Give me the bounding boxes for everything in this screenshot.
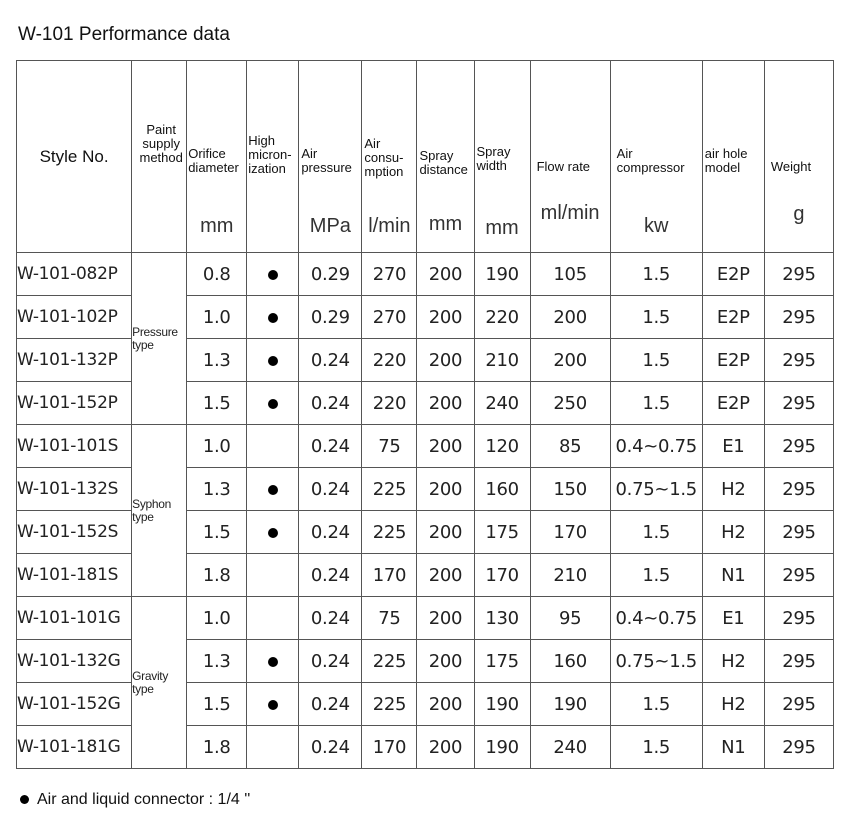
header-line: pressure [301,160,352,175]
cell-pressure: 0.24 [299,640,362,683]
cell-weight: 295 [764,468,833,511]
cell-width: 175 [474,640,530,683]
cell-high-micronization [247,511,299,554]
header-line: Orifice [188,146,226,161]
cell-weight: 295 [764,382,833,425]
cell-high-micronization [247,640,299,683]
cell-airhole: E2P [702,296,764,339]
cell-flow: 95 [530,597,610,640]
cell-pressure: 0.24 [299,597,362,640]
cell-compressor: 1.5 [610,683,702,726]
header-line: supply [142,136,180,151]
cell-compressor: 0.75~1.5 [610,640,702,683]
header-line: Spray [476,144,511,159]
cell-flow: 250 [530,382,610,425]
cell-width: 190 [474,683,530,726]
header-line: consu- [364,150,404,165]
cell-consumption: 170 [362,726,417,769]
cell-airhole: H2 [702,640,764,683]
header-air-consumption [362,61,417,253]
cell-width: 160 [474,468,530,511]
cell-orifice: 1.0 [187,425,247,468]
cell-consumption: 220 [362,339,417,382]
cell-style-no: W-101-181G [17,726,132,769]
cell-consumption: 225 [362,511,417,554]
cell-distance: 200 [417,726,474,769]
cell-paint-supply-method [132,425,187,597]
cell-width: 170 [474,554,530,597]
cell-width: 190 [474,726,530,769]
header-line: ization [248,161,286,176]
cell-high-micronization [247,597,299,640]
header-line: width [476,158,507,173]
cell-flow: 150 [530,468,610,511]
cell-orifice: 1.8 [187,554,247,597]
cell-compressor: 0.4~0.75 [610,597,702,640]
cell-consumption: 270 [362,253,417,296]
cell-style-no: W-101-132G [17,640,132,683]
cell-airhole: H2 [702,468,764,511]
cell-compressor: 1.5 [610,511,702,554]
cell-pressure: 0.24 [299,554,362,597]
cell-width: 130 [474,597,530,640]
cell-orifice: 1.5 [187,382,247,425]
bullet-icon [268,313,278,323]
header-line: Spray [419,148,454,163]
header-high-micronization [247,61,299,253]
cell-pressure: 0.24 [299,425,362,468]
cell-weight: 295 [764,296,833,339]
cell-distance: 200 [417,640,474,683]
cell-flow: 105 [530,253,610,296]
cell-pressure: 0.29 [299,296,362,339]
header-line: mption [364,164,404,179]
cell-airhole: E1 [702,425,764,468]
cell-style-no: W-101-132P [17,339,132,382]
cell-orifice: 1.0 [187,597,247,640]
method-line: type [132,337,154,352]
cell-style-no: W-101-082P [17,253,132,296]
header-line: Paint [146,122,176,137]
cell-flow: 200 [530,339,610,382]
cell-airhole: E2P [702,382,764,425]
header-line: method [139,150,183,165]
cell-consumption: 225 [362,640,417,683]
cell-flow: 85 [530,425,610,468]
cell-distance: 200 [417,382,474,425]
header-line: Air [616,146,633,161]
cell-style-no: W-101-152G [17,683,132,726]
page-title: W-101 Performance data [18,24,230,45]
cell-style-no: W-101-102P [17,296,132,339]
header-line: air hole [704,146,748,161]
cell-flow: 190 [530,683,610,726]
cell-consumption: 75 [362,597,417,640]
table-row [17,425,834,468]
cell-orifice: 1.8 [187,726,247,769]
performance-table [16,60,834,769]
cell-distance: 200 [417,597,474,640]
cell-width: 120 [474,425,530,468]
cell-high-micronization [247,382,299,425]
cell-distance: 200 [417,253,474,296]
method-line: type [132,509,154,524]
cell-pressure: 0.24 [299,382,362,425]
cell-width: 190 [474,253,530,296]
cell-orifice: 0.8 [187,253,247,296]
cell-compressor: 1.5 [610,382,702,425]
cell-width: 175 [474,511,530,554]
cell-airhole: N1 [702,726,764,769]
cell-compressor: 1.5 [610,554,702,597]
table-row [17,253,834,296]
cell-weight: 295 [764,425,833,468]
header-spray-width [474,61,530,253]
cell-distance: 200 [417,339,474,382]
cell-pressure: 0.24 [299,511,362,554]
cell-width: 240 [474,382,530,425]
bullet-icon [268,270,278,280]
cell-pressure: 0.24 [299,683,362,726]
header-line: micron- [248,147,292,162]
cell-weight: 295 [764,683,833,726]
cell-distance: 200 [417,683,474,726]
cell-airhole: E2P [702,253,764,296]
header-line: diameter [188,160,239,175]
header-line: Air [364,136,381,151]
header-line: Air [301,146,318,161]
cell-consumption: 270 [362,296,417,339]
cell-distance: 200 [417,425,474,468]
header-weight [764,61,833,253]
cell-distance: 200 [417,296,474,339]
cell-compressor: 1.5 [610,339,702,382]
footnote-text: Air and liquid connector : 1/4 '' [37,791,251,808]
footnote [20,791,250,809]
cell-paint-supply-method [132,597,187,769]
cell-orifice: 1.5 [187,683,247,726]
cell-consumption: 220 [362,382,417,425]
cell-compressor: 0.75~1.5 [610,468,702,511]
cell-distance: 200 [417,468,474,511]
cell-style-no: W-101-152P [17,382,132,425]
cell-orifice: 1.3 [187,339,247,382]
cell-high-micronization [247,554,299,597]
table-row [17,597,834,640]
cell-pressure: 0.29 [299,253,362,296]
cell-weight: 295 [764,339,833,382]
cell-paint-supply-method [132,253,187,425]
header-paint-supply-method [132,61,187,253]
cell-width: 220 [474,296,530,339]
bullet-icon [268,657,278,667]
cell-orifice: 1.0 [187,296,247,339]
cell-compressor: 1.5 [610,296,702,339]
bullet-icon [268,528,278,538]
cell-style-no: W-101-101S [17,425,132,468]
cell-orifice: 1.5 [187,511,247,554]
unit-consumption: l/min [368,215,411,237]
cell-consumption: 225 [362,683,417,726]
cell-high-micronization [247,425,299,468]
cell-compressor: 1.5 [610,253,702,296]
cell-high-micronization [247,468,299,511]
method-line: type [132,681,154,696]
header-air-hole-model [702,61,764,253]
method-line: Pressure [132,324,178,339]
header-line: Weight [770,159,812,174]
cell-orifice: 1.3 [187,640,247,683]
cell-style-no: W-101-132S [17,468,132,511]
bullet-icon [268,356,278,366]
unit-distance: mm [428,213,463,235]
cell-style-no: W-101-101G [17,597,132,640]
cell-pressure: 0.24 [299,339,362,382]
header-air-pressure [299,61,362,253]
header-air-compressor [610,61,702,253]
cell-compressor: 1.5 [610,726,702,769]
bullet-icon [268,700,278,710]
bullet-icon [20,795,29,804]
cell-flow: 160 [530,640,610,683]
cell-airhole: H2 [702,683,764,726]
cell-consumption: 170 [362,554,417,597]
header-line: model [704,160,741,175]
bullet-icon [268,485,278,495]
unit-compressor: kw [644,215,669,237]
cell-compressor: 0.4~0.75 [610,425,702,468]
cell-weight: 295 [764,640,833,683]
cell-high-micronization [247,296,299,339]
cell-high-micronization [247,253,299,296]
unit-weight: g [793,203,805,225]
cell-style-no: W-101-152S [17,511,132,554]
header-spray-distance [417,61,474,253]
cell-high-micronization [247,726,299,769]
cell-distance: 200 [417,511,474,554]
cell-orifice: 1.3 [187,468,247,511]
header-line: compressor [616,160,685,175]
cell-high-micronization [247,339,299,382]
cell-weight: 295 [764,511,833,554]
cell-consumption: 225 [362,468,417,511]
method-line: Syphon [132,496,172,511]
unit-orifice: mm [200,215,234,237]
cell-flow: 200 [530,296,610,339]
header-flow-rate [530,61,610,253]
header-line: Flow rate [536,159,591,174]
cell-airhole: E1 [702,597,764,640]
cell-high-micronization [247,683,299,726]
cell-flow: 210 [530,554,610,597]
cell-pressure: 0.24 [299,726,362,769]
unit-flow: ml/min [540,202,600,224]
unit-width: mm [485,217,519,239]
cell-flow: 170 [530,511,610,554]
cell-pressure: 0.24 [299,468,362,511]
cell-weight: 295 [764,554,833,597]
header-line: High [248,133,276,148]
unit-pressure: MPa [309,215,351,237]
header-row [17,61,834,253]
header-style-no: Style No. [17,61,132,253]
cell-distance: 200 [417,554,474,597]
bullet-icon [268,399,278,409]
cell-weight: 295 [764,597,833,640]
cell-airhole: E2P [702,339,764,382]
cell-airhole: N1 [702,554,764,597]
cell-width: 210 [474,339,530,382]
cell-flow: 240 [530,726,610,769]
cell-weight: 295 [764,253,833,296]
header-line: distance [419,162,468,177]
header-orifice-diameter [187,61,247,253]
method-line: Gravity [132,668,169,683]
cell-style-no: W-101-181S [17,554,132,597]
cell-weight: 295 [764,726,833,769]
cell-consumption: 75 [362,425,417,468]
cell-airhole: H2 [702,511,764,554]
